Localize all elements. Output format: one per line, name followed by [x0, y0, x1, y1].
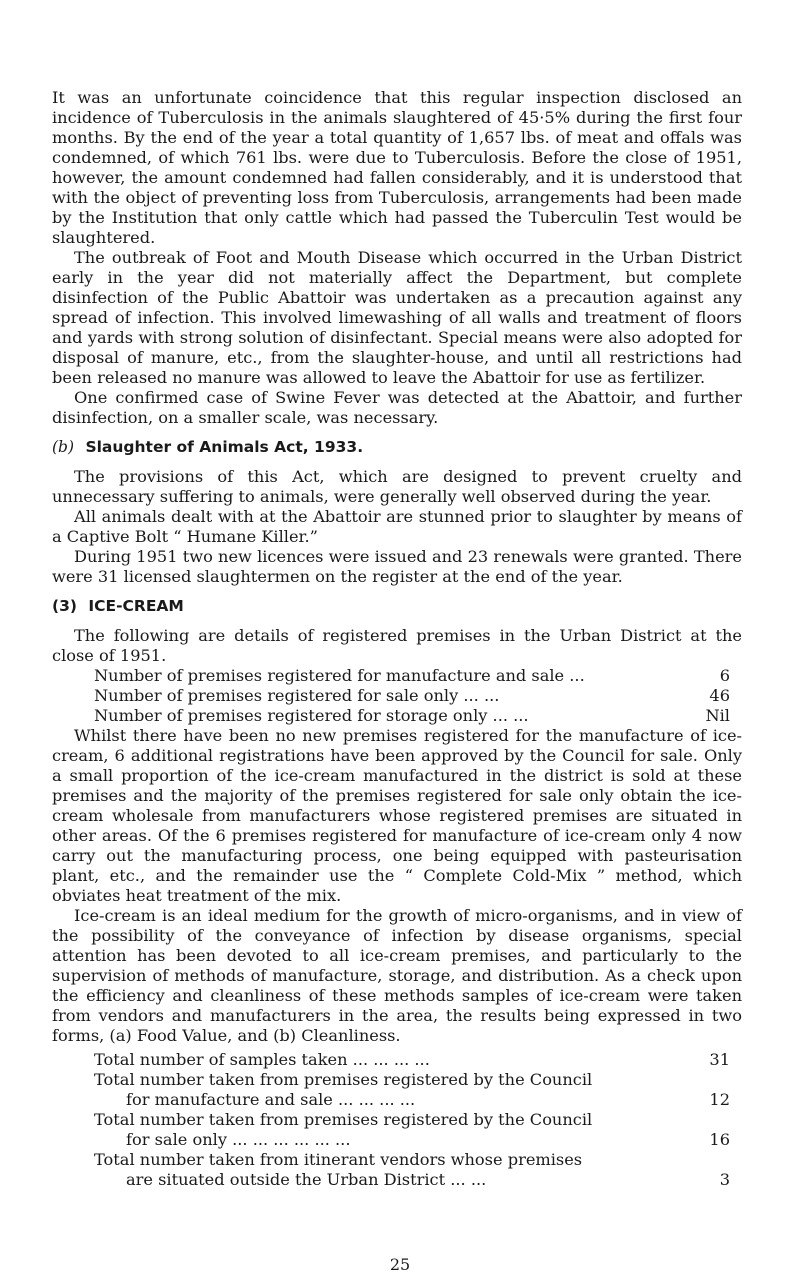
section-title: Slaughter of Animals Act, 1933. [85, 438, 364, 456]
samples-table [94, 1050, 730, 1190]
paragraph-licences: During 1951 two new licences were issued and 23 renewals were granted. There were 31 licensed slaughtermen on the register at the end of the year. [52, 547, 742, 586]
samples-row-sale-only: Total number taken from premises registered by the Council for sale only ... ... ... ... ... ... 16 [94, 1110, 730, 1149]
paragraph-manufacture: Whilst there have been no new premises registered for the manufacture of ice-cream, 6 additional registrations have been approved by the Council for sale. Only a small proportion of the ice-cream manufactured in the district is sold at these premises and the majority of the premises registered for sale only obtain the ice-cream wholesale from manufacturers whose registered premises are situated in other areas. Of the 6 premises registered for manufacture of ice-cream only 4 now carry out the manufacturing process, one being equipped with pasteurisation plant, etc., and the remainder use the “ Complete Cold-Mix ” method, which obviates heat treatment of the mix. [52, 726, 742, 905]
section-heading-slaughter-act [52, 437, 742, 457]
text-column [52, 88, 742, 1190]
samples-row-itinerant: Total number taken from itinerant vendors whose premises are situated outside the Urban District ... ... 3 [94, 1150, 730, 1189]
premises-row: Number of premises registered for sale only ... ... 46 [94, 686, 730, 705]
section-heading-ice-cream [52, 596, 742, 616]
samples-row-total: Total number of samples taken ... ... ... ... 31 [94, 1050, 730, 1069]
paragraph-micro-organisms: Ice-cream is an ideal medium for the growth of micro-organisms, and in view of the possibility of the conveyance of infection by disease organisms, special attention has been devoted to all ice-cream premises, and particularly to the supervision of methods of manufacture, storage, and distribution. As a check upon the efficiency and cleanliness of these methods samples of ice-cream were taken from vendors and manufacturers in the area, the results being expressed in two forms, (a) Food Value, and (b) Cleanliness. [52, 906, 742, 1045]
paragraph-captive-bolt: All animals dealt with at the Abattoir are stunned prior to slaughter by means of a Captive Bolt “ Humane Killer.” [52, 507, 742, 546]
section-number: (3) [52, 597, 77, 615]
premises-row: Number of premises registered for manufacture and sale ... 6 [94, 666, 730, 685]
premises-table [94, 666, 730, 726]
paragraph-act-provisions: The provisions of this Act, which are designed to prevent cruelty and unnecessary suffering to animals, were generally well observed during the year. [52, 467, 742, 506]
paragraph-tuberculosis: It was an unfortunate coincidence that this regular inspection disclosed an incidence of Tuberculosis in the animals slaughtered of 45·5% during the first four months. By the end of the year a total quantity of 1,657 lbs. of meat and offals was condemned, of which 761 lbs. were due to Tuberculosis. Before the close of 1951, however, the amount condemned had fallen considerably, and it is understood that with the object of preventing loss from Tuberculosis, arrangements had been made by the Institution that only cattle which had passed the Tuberculin Test would be slaughtered. [52, 88, 742, 247]
section-title: ICE-CREAM [88, 597, 184, 615]
paragraph-swine-fever: One confirmed case of Swine Fever was detected at the Abattoir, and further disinfection, on a smaller scale, was necessary. [52, 388, 742, 427]
page-number: 25 [389, 1255, 411, 1274]
premises-row: Number of premises registered for storage only ... ... Nil [94, 706, 730, 725]
section-number: (b) [52, 438, 75, 456]
paragraph-premises-intro: The following are details of registered premises in the Urban District at the close of 1951. [52, 626, 742, 665]
paragraph-foot-and-mouth: The outbreak of Foot and Mouth Disease which occurred in the Urban District early in the year did not materially affect the Department, but complete disinfection of the Public Abattoir was undertaken as a precaution against any spread of infection. This involved limewashing of all walls and treatment of floors and yards with strong solution of disinfectant. Special means were also adopted for disposal of manure, etc., from the slaughter-house, and until all restrictions had been released no manure was allowed to leave the Abattoir for use as fertilizer. [52, 248, 742, 387]
samples-row-manufacture: Total number taken from premises registered by the Council for manufacture and sale ... ... ... ... 12 [94, 1070, 730, 1109]
